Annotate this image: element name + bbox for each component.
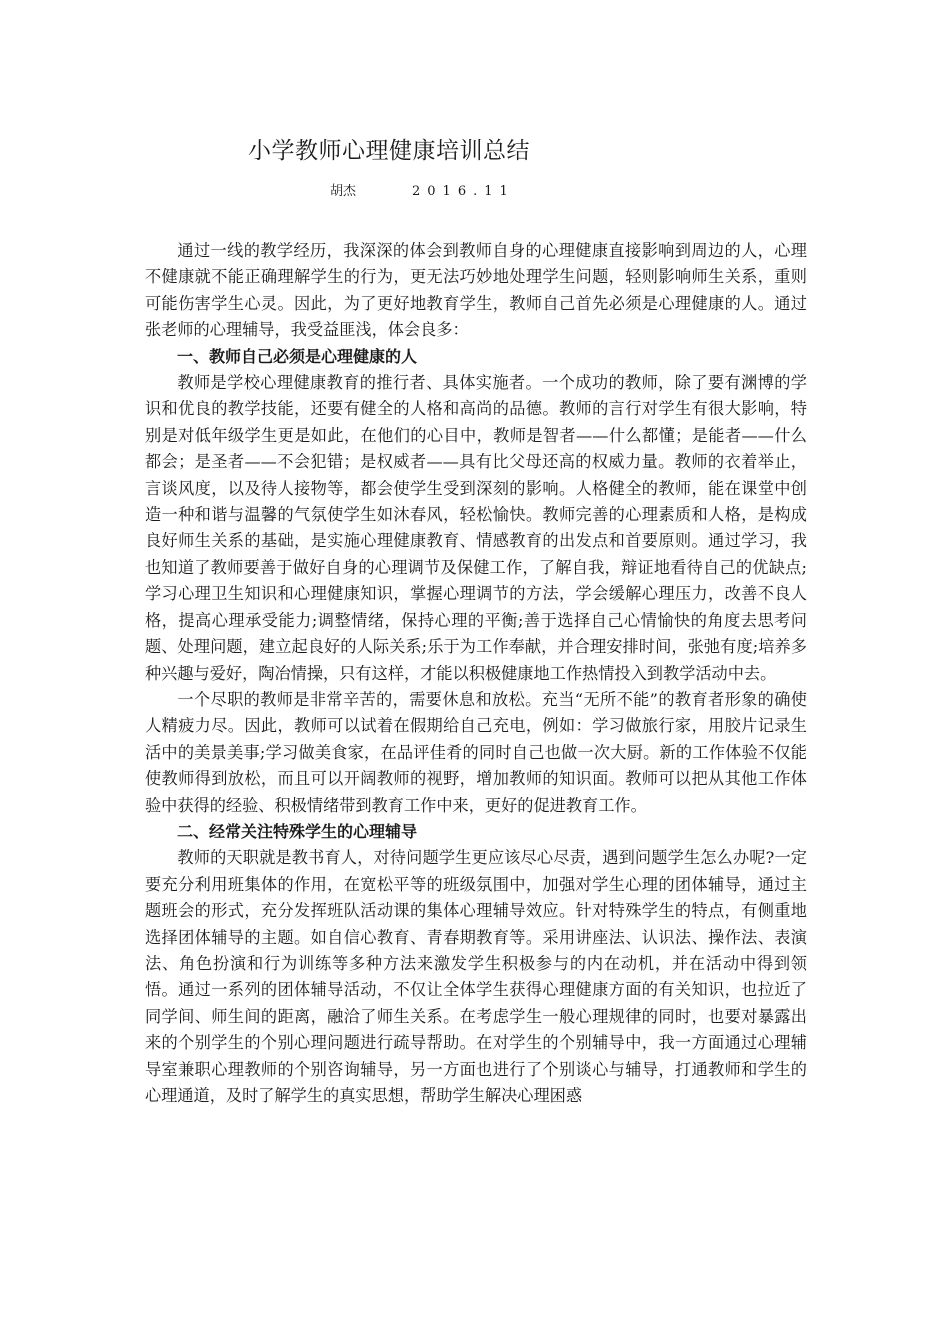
author-name: 胡杰 — [330, 184, 357, 199]
intro-paragraph: 通过一线的教学经历，我深深的体会到教师自身的心理健康直接影响到周边的人，心理不健康就不能正确理解学生的行为，更无法巧妙地处理学生问题，轻则影响师生关系，重则可能伤害学生心灵。因此，为了更好地教育学生，教师自己首先必须是心理健康的人。通过张老师的心理辅导，我受益匪浅，体会良多： — [145, 241, 807, 340]
section1-paragraph-1: 教师是学校心理健康教育的推行者、具体实施者。一个成功的教师，除了要有渊博的学识和优良的教学技能，还要有健全的人格和高尚的品德。教师的言行对学生有很大影响，特别是对低年级学生更是如此，在他们的心目中，教师是智者——什么都懂；是能者——什么都会；是圣者——不会犯错；是权威者——具有比父母还高的权威力量。教师的衣着举止，言谈风度，以及待人接物等，都会使学生受到深刻的影响。人格健全的教师，能在课堂中创造一种和谐与温馨的气氛使学生如沐春风，轻松愉快。教师完善的心理素质和人格，是构成良好师生关系的基础，是实施心理健康教育、情感教育的出发点和首要原则。通过学习，我也知道了教师要善于做好自身的心理调节及保健工作，了解自我，辩证地看待自己的优缺点;学习心理卫生知识和心理健康知识，掌握心理调节的方法，学会缓解心理压力，改善不良人格，提高心理承受能力;调整情绪，保持心理的平衡;善于选择自己心情愉快的角度去思考问题、处理问题，建立起良好的人际关系;乐于为工作奉献，并合理安排时间，张弛有度;培养多种兴趣与爱好，陶冶情操，只有这样，才能以积极健康地工作热情投入到教学活动中去。 — [145, 373, 807, 683]
section1-paragraph-2: 一个尽职的教师是非常辛苦的，需要休息和放松。充当“无所不能”的教育者形象的确使人精疲力尽。因此，教师可以试着在假期给自己充电，例如：学习做旅行家，用胶片记录生活中的美景美事;学习做美食家，在品评佳肴的同时自己也做一次大厨。新的工作体验不仅能使教师得到放松，而且可以开阔教师的视野，增加教师的知识面。教师可以把从其他工作体验中获得的经验、积极情绪带到教育工作中来，更好的促进教育工作。 — [145, 689, 807, 815]
section-heading-2: 二、经常关注特殊学生的心理辅导 — [177, 821, 418, 841]
document-title: 小学教师心理健康培训总结 — [248, 138, 530, 164]
section2-paragraph-1: 教师的天职就是教书育人，对待问题学生更应该尽心尽责，遇到问题学生怎么办呢?一定要充分利用班集体的作用，在宽松平等的班级氛围中，加强对学生心理的团体辅导，通过主题班会的形式，充分发挥班队活动课的集体心理辅导效应。针对特殊学生的特点，有侧重地选择团体辅导的主题。如自信心教育、青春期教育等。采用讲座法、认识法、操作法、表演法、角色扮演和行为训练等多种方法来激发学生积极参与的内在动机，并在活动中得到领悟。通过一系列的团体辅导活动，不仅让全体学生获得心理健康方面的有关知识，也拉近了同学间、师生间的距离，融洽了师生关系。在考虑学生一般心理规律的同时，也要对暴露出来的个别学生的个别心理问题进行疏导帮助。在对学生的个别辅导中，我一方面通过心理辅导室兼职心理教师的个别咨询辅导，另一方面也进行了个别谈心与辅导，打通教师和学生的心理通道，及时了解学生的真实思想，帮助学生解决心理困惑 — [145, 848, 807, 1105]
document-body — [145, 238, 807, 1109]
section-heading-1: 一、教师自己必须是心理健康的人 — [177, 346, 418, 366]
byline — [330, 183, 515, 201]
document-date: 2016.11 — [412, 184, 515, 199]
